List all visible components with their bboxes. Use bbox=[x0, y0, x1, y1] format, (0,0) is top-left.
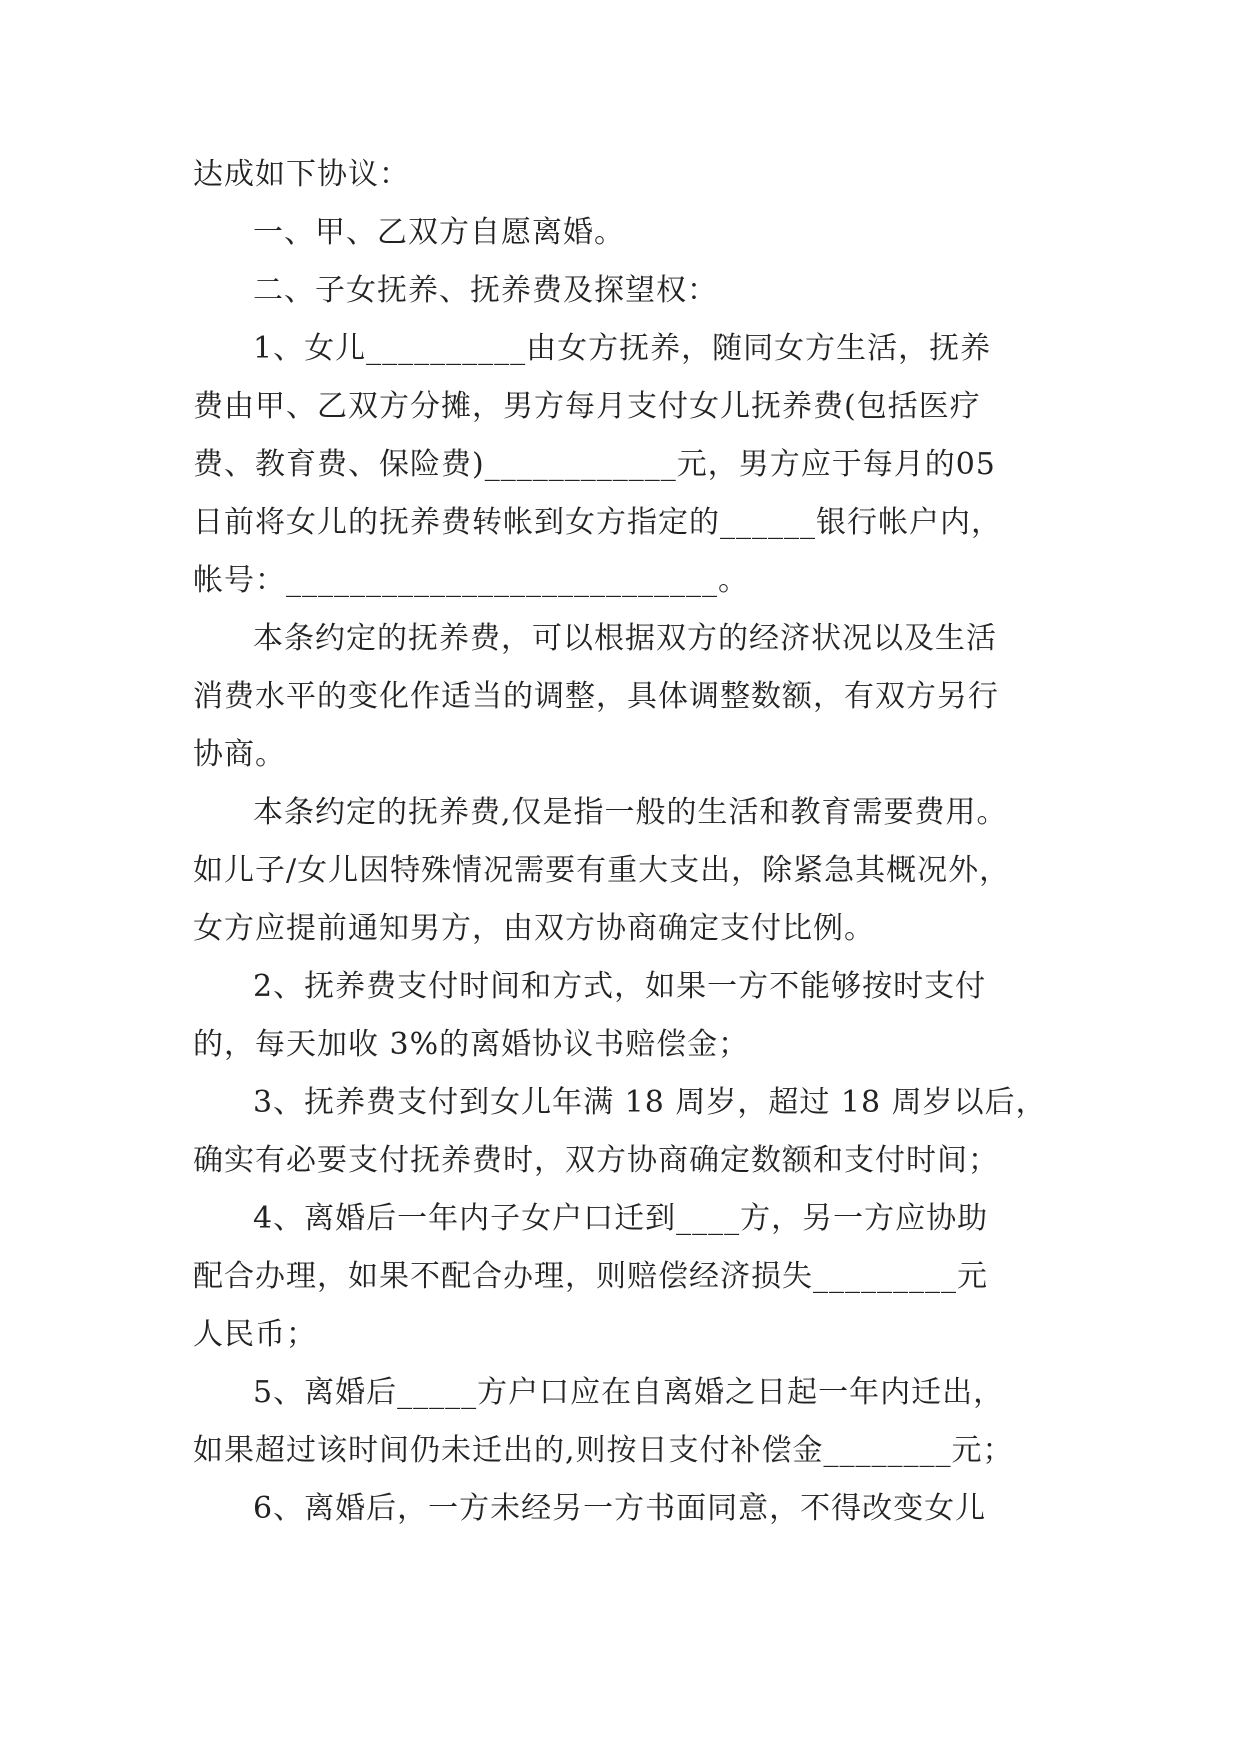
paragraph-line: 消费水平的变化作适当的调整，具体调整数额，有双方另行 bbox=[193, 679, 999, 714]
paragraph-line: 2、抚养费支付时间和方式，如果一方不能够按时支付 bbox=[253, 969, 987, 1004]
paragraph-line: 日前将女儿的抚养费转帐到女方指定的______银行帐户内， bbox=[193, 505, 1002, 540]
paragraph-line: 本条约定的抚养费,仅是指一般的生活和教育需要费用。 bbox=[253, 795, 1008, 830]
paragraph-line: 配合办理，如果不配合办理，则赔偿经济损失_________元 bbox=[193, 1259, 988, 1294]
paragraph-line: 协商。 bbox=[193, 737, 286, 772]
paragraph-line: 如果超过该时间仍未迁出的,则按日支付补偿金________元； bbox=[193, 1433, 1014, 1468]
paragraph-line: 二、子女抚养、抚养费及探望权： bbox=[253, 273, 718, 308]
paragraph-line: 如儿子/女儿因特殊情况需要有重大支出，除紧急其概况外， bbox=[193, 853, 1011, 888]
paragraph-line: 6、离婚后，一方未经另一方书面同意，不得改变女儿 bbox=[253, 1491, 987, 1526]
paragraph-line: 本条约定的抚养费，可以根据双方的经济状况以及生活 bbox=[253, 621, 997, 656]
paragraph-line: 确实有必要支付抚养费时，双方协商确定数额和支付时间； bbox=[193, 1143, 999, 1178]
paragraph-line: 4、离婚后一年内子女户口迁到____方，另一方应协助 bbox=[253, 1201, 989, 1236]
paragraph-line: 达成如下协议： bbox=[193, 157, 410, 192]
paragraph-line: 的，每天加收 3%的离婚协议书赔偿金； bbox=[193, 1027, 750, 1062]
paragraph-line: 一、甲、乙双方自愿离婚。 bbox=[253, 215, 625, 250]
paragraph-line: 3、抚养费支付到女儿年满 18 周岁，超过 18 周岁以后， bbox=[253, 1085, 1047, 1120]
paragraph-line: 费由甲、乙双方分摊，男方每月支付女儿抚养费(包括医疗 bbox=[193, 389, 981, 424]
agreement-body bbox=[193, 146, 1073, 1538]
paragraph-line: 女方应提前通知男方，由双方协商确定支付比例。 bbox=[193, 911, 875, 946]
paragraph-line: 1、女儿__________由女方抚养，随同女方生活，抚养 bbox=[253, 331, 992, 366]
paragraph-line: 帐号：___________________________。 bbox=[193, 563, 749, 598]
paragraph-line: 5、离婚后_____方户口应在自离婚之日起一年内迁出， bbox=[253, 1375, 1005, 1410]
paragraph-line: 人民币； bbox=[193, 1317, 317, 1352]
paragraph-line: 费、教育费、保险费)____________元，男方应于每月的05 bbox=[193, 447, 996, 482]
